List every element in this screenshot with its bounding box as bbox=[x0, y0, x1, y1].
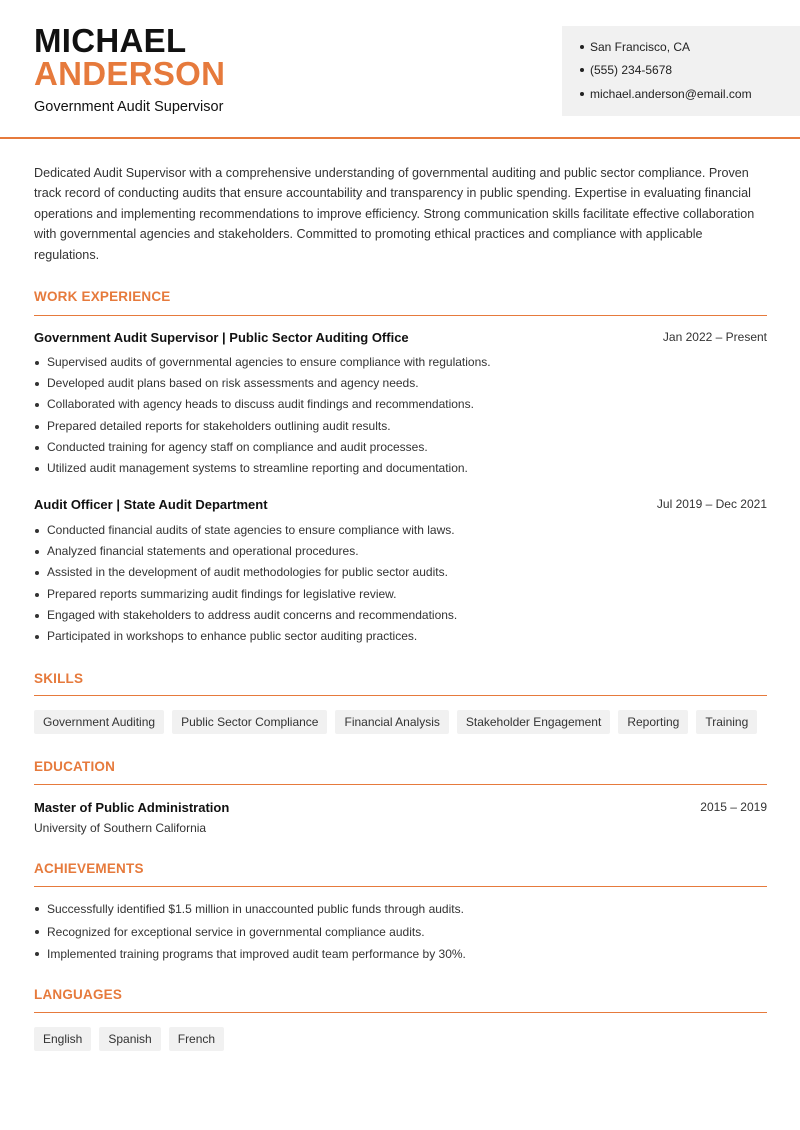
resume-header bbox=[0, 0, 800, 139]
language-chip: Spanish bbox=[99, 1027, 160, 1051]
education-school: University of Southern California bbox=[34, 821, 207, 835]
skill-chip: Public Sector Compliance bbox=[172, 710, 327, 734]
job-dates: Jul 2019 – Dec 2021 bbox=[656, 497, 767, 511]
list-item: Successfully identified $1.5 million in unaccounted public funds through audits. bbox=[34, 898, 774, 921]
skill-chip: Reporting bbox=[618, 710, 688, 734]
skills-list bbox=[34, 710, 757, 734]
list-item: Conducted training for agency staff on compliance and audit processes. bbox=[34, 437, 774, 458]
section-title-experience: WORK EXPERIENCE bbox=[34, 289, 171, 304]
list-item: Engaged with stakeholders to address audit concerns and recommendations. bbox=[34, 605, 774, 626]
section-divider bbox=[34, 315, 767, 316]
job-title: Government Audit Supervisor bbox=[34, 99, 224, 115]
section-divider bbox=[34, 784, 767, 785]
list-item: Implemented training programs that improved audit team performance by 30%. bbox=[34, 943, 774, 966]
job-heading: Audit Officer | State Audit Department bbox=[34, 497, 268, 512]
job-bullets bbox=[34, 352, 774, 479]
job-dates: Jan 2022 – Present bbox=[662, 330, 767, 344]
bullet-dot bbox=[580, 92, 584, 96]
achievements-list bbox=[34, 898, 774, 966]
section-title-languages: LANGUAGES bbox=[34, 987, 123, 1002]
list-item: Conducted financial audits of state agencies to ensure compliance with laws. bbox=[34, 520, 774, 541]
phone-text: (555) 234-5678 bbox=[590, 63, 673, 77]
list-item: Utilized audit management systems to streamline reporting and documentation. bbox=[34, 458, 774, 479]
contact-email bbox=[580, 87, 752, 101]
language-chip: French bbox=[169, 1027, 224, 1051]
education-degree: Master of Public Administration bbox=[34, 800, 230, 815]
contact-phone bbox=[580, 63, 672, 77]
list-item: Developed audit plans based on risk assessments and agency needs. bbox=[34, 373, 774, 394]
list-item: Analyzed financial statements and operational procedures. bbox=[34, 541, 774, 562]
list-item: Assisted in the development of audit methodologies for public sector audits. bbox=[34, 562, 774, 583]
section-divider bbox=[34, 886, 767, 887]
job-heading: Government Audit Supervisor | Public Sector Auditing Office bbox=[34, 330, 409, 345]
language-chip: English bbox=[34, 1027, 91, 1051]
skill-chip: Government Auditing bbox=[34, 710, 164, 734]
list-item: Recognized for exceptional service in governmental compliance audits. bbox=[34, 921, 774, 944]
list-item: Collaborated with agency heads to discuss audit findings and recommendations. bbox=[34, 394, 774, 415]
list-item: Prepared detailed reports for stakeholders outlining audit results. bbox=[34, 416, 774, 437]
email-text: michael.anderson@email.com bbox=[590, 87, 752, 101]
section-divider bbox=[34, 695, 767, 696]
list-item: Participated in workshops to enhance public sector auditing practices. bbox=[34, 626, 774, 647]
section-title-achievements: ACHIEVEMENTS bbox=[34, 861, 144, 876]
bullet-dot bbox=[580, 45, 584, 49]
job-bullets bbox=[34, 520, 774, 647]
section-divider bbox=[34, 1012, 767, 1013]
education-dates: 2015 – 2019 bbox=[700, 800, 767, 814]
first-name: MICHAEL bbox=[34, 22, 187, 59]
bullet-dot bbox=[580, 68, 584, 72]
last-name: ANDERSON bbox=[34, 55, 226, 92]
skill-chip: Financial Analysis bbox=[335, 710, 448, 734]
location-text: San Francisco, CA bbox=[590, 40, 691, 54]
contact-box bbox=[562, 26, 800, 116]
list-item: Prepared reports summarizing audit findings for legislative review. bbox=[34, 584, 774, 605]
skill-chip: Stakeholder Engagement bbox=[457, 710, 610, 734]
contact-location bbox=[580, 40, 690, 54]
summary-paragraph: Dedicated Audit Supervisor with a comprehensive understanding of governmental auditing and public sector compliance. Proven track record of conducting audits that ensure accountability and transparency in public spending. Expertise in evaluating financial operations and implementing recommendations to improve efficiency. Strong communication skills facilitate effective collaboration with governmental agencies and stakeholders. Committed to promoting ethical practices and compliance with applicable regulations. bbox=[34, 166, 755, 262]
section-title-education: EDUCATION bbox=[34, 759, 116, 774]
list-item: Supervised audits of governmental agencies to ensure compliance with regulations. bbox=[34, 352, 774, 373]
skill-chip: Training bbox=[696, 710, 757, 734]
section-title-skills: SKILLS bbox=[34, 671, 84, 686]
languages-list bbox=[34, 1027, 224, 1051]
